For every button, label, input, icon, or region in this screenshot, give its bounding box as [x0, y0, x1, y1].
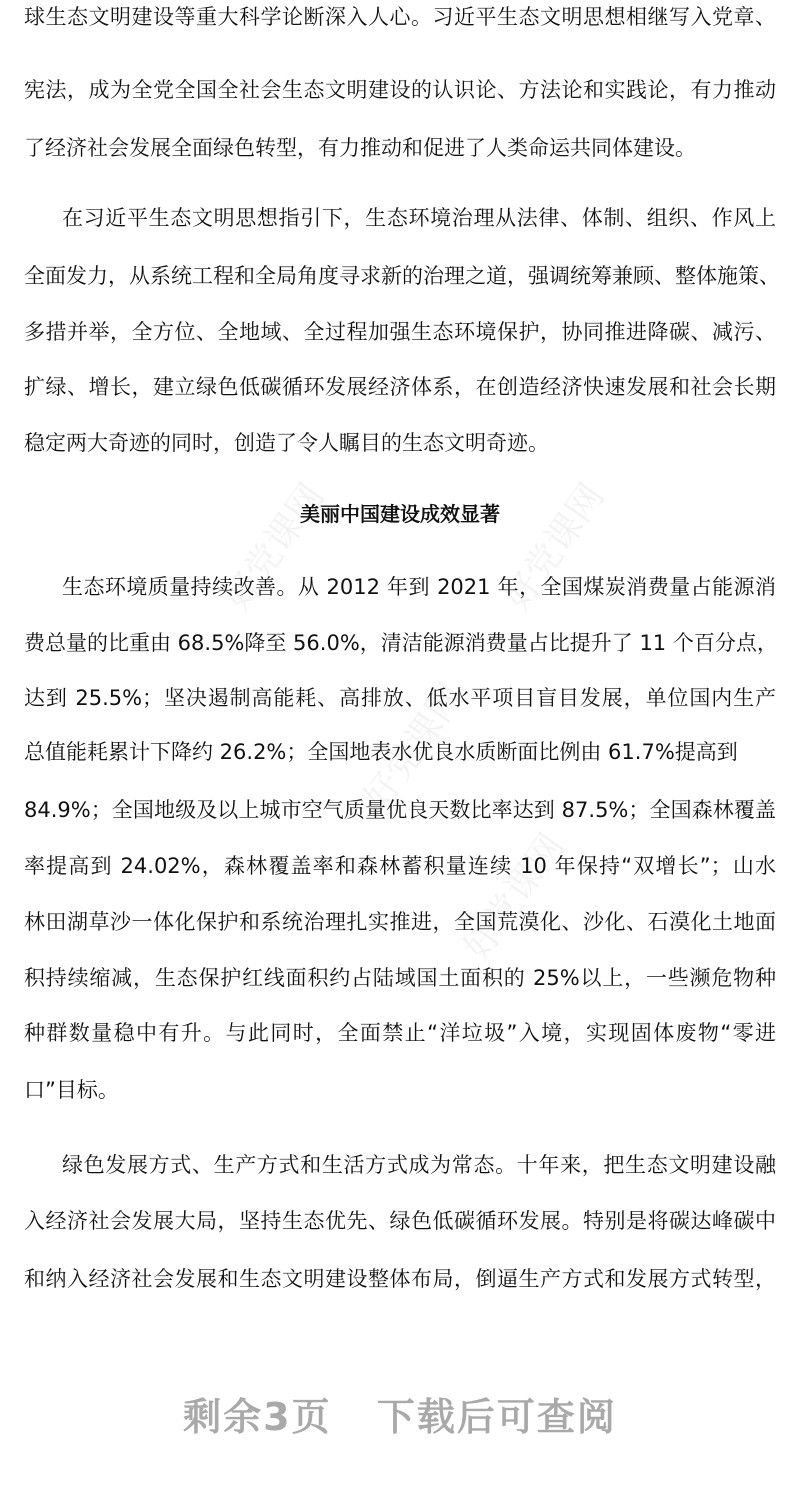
- text-line: 绿色发展方式、生产方式和生活方式成为常态。十年来，把生态文明建设融: [62, 1153, 776, 1177]
- text-line: 入经济社会发展大局，坚持生态优先、绿色低碳循环发展。特别是将碳达峰碳中: [24, 1209, 776, 1233]
- watermark-text: 好党课网: [456, 826, 573, 968]
- text-line: 种群数量稳中有升。与此同时，全面禁止“洋垃圾”入境，实现固体废物“零进: [24, 1021, 776, 1045]
- watermark-text: 好党课网: [216, 476, 333, 618]
- watermark-text: 好党课网: [496, 476, 613, 618]
- text-line: 费总量的比重由 68.5%降至 56.0%，清洁能源消费量占比提升了 11 个百分点，: [24, 631, 778, 655]
- watermark-text: 好党课网: [356, 676, 473, 818]
- text-line: 球生态文明建设等重大科学论断深入人心。习近平生态文明思想相继写入党章、: [24, 5, 776, 29]
- text-line: 积持续缩减，生态保护红线面积约占陆域国土面积的 25%以上，一些濒危物种: [24, 966, 776, 990]
- text-line: 全面发力，从系统工程和全局角度寻求新的治理之道，强调统筹兼顾、整体施策、: [24, 264, 780, 288]
- text-line: 了经济社会发展全面绿色转型，有力推动和促进了人类命运共同体建设。: [24, 136, 696, 160]
- text-line: 口”目标。: [24, 1078, 119, 1102]
- text-line: 达到 25.5%；坚决遏制高能耗、高排放、低水平项目盲目发展，单位国内生产: [24, 686, 776, 710]
- text-line: 扩绿、增长，建立绿色低碳循环发展经济体系，在创造经济快速发展和社会长期: [24, 375, 776, 399]
- text-line: 宪法，成为全党全国全社会生态文明建设的认识论、方法论和实践论，有力推动: [24, 78, 776, 102]
- text-line: 稳定两大奇迹的同时，创造了令人瞩目的生态文明奇迹。: [24, 431, 549, 455]
- download-to-view-label[interactable]: 下载后可查阅: [376, 1395, 617, 1439]
- text-line: 总值能耗累计下降约 26.2%；全国地表水优良水质断面比例由 61.7%提高到: [24, 740, 738, 764]
- text-line: 多措并举，全方位、全地域、全过程加强生态环境保护，协同推进降碳、减污、: [24, 320, 776, 344]
- text-line: 在习近平生态文明思想指引下，生态环境治理从法律、体制、组织、作风上: [62, 206, 776, 230]
- text-line: 生态环境质量持续改善。从 2012 年到 2021 年，全国煤炭消费量占能源消: [62, 575, 776, 599]
- text-line: 林田湖草沙一体化保护和系统治理扎实推进，全国荒漠化、沙化、石漠化土地面: [24, 910, 776, 934]
- download-prompt[interactable]: [0, 1386, 800, 1441]
- text-line: 84.9%；全国地级及以上城市空气质量优良天数比率达到 87.5%；全国森林覆盖: [24, 798, 776, 822]
- text-line: 率提高到 24.02%，森林覆盖率和森林蓄积量连续 10 年保持“双增长”；山水: [24, 854, 776, 878]
- section-title: 美丽中国建设成效显著: [300, 502, 500, 526]
- remaining-pages-label: 剩余3页: [183, 1395, 332, 1439]
- text-line: 和纳入经济社会发展和生态文明建设整体布局，倒逼生产方式和发展方式转型，: [24, 1267, 776, 1291]
